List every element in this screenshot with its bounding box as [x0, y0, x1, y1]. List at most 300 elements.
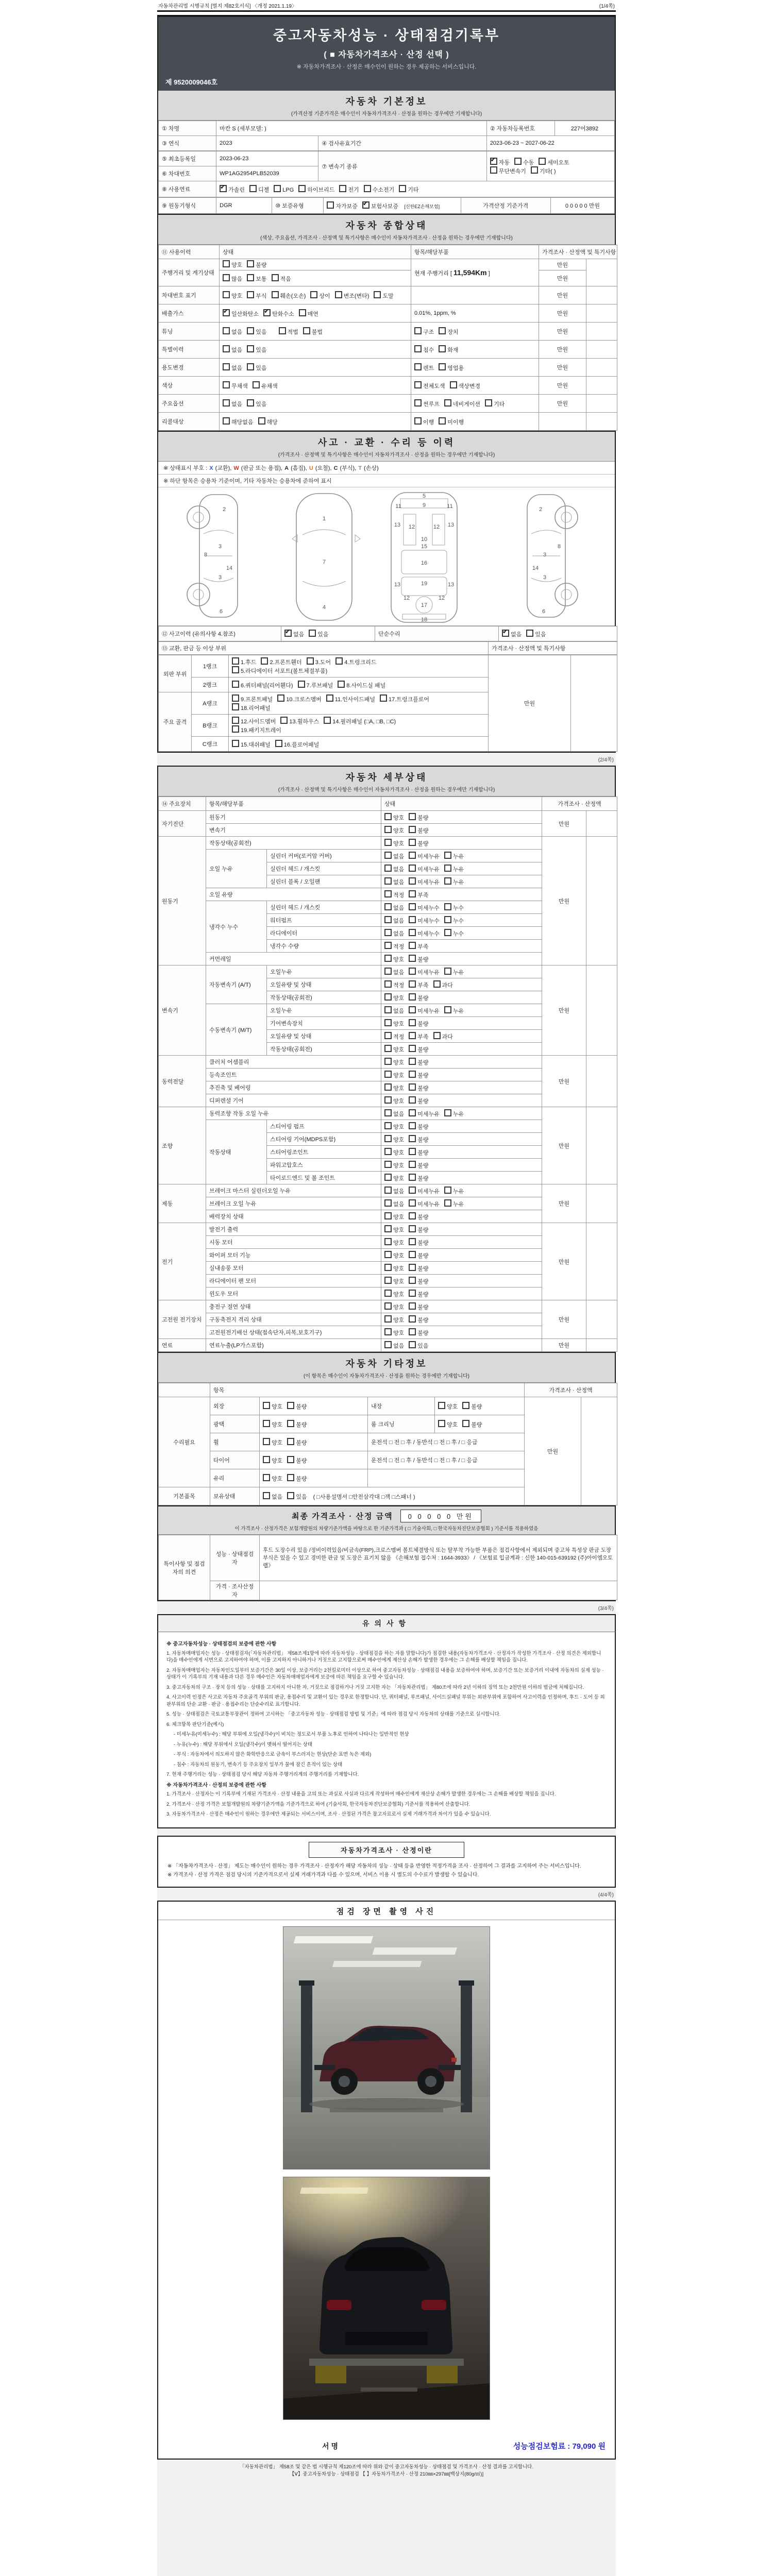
checkbox[interactable]: [384, 1328, 392, 1335]
checkbox-option[interactable]: [279, 327, 298, 336]
checkbox[interactable]: [384, 1032, 392, 1039]
checkbox-option[interactable]: [444, 968, 464, 976]
checkbox-option[interactable]: [263, 1456, 282, 1465]
checkbox[interactable]: [384, 1148, 392, 1155]
checkbox[interactable]: [223, 399, 230, 406]
checkbox[interactable]: [303, 327, 310, 334]
checkbox[interactable]: [263, 1402, 270, 1409]
checkbox-option[interactable]: [384, 1071, 404, 1079]
checkbox[interactable]: [384, 813, 392, 820]
checkbox[interactable]: [263, 309, 271, 316]
checkbox[interactable]: [384, 903, 392, 910]
checkbox[interactable]: [272, 274, 279, 281]
checkbox-option[interactable]: [249, 185, 269, 194]
checkbox-option[interactable]: [263, 1474, 282, 1483]
checkbox[interactable]: [307, 657, 314, 665]
checkbox-option[interactable]: [223, 345, 242, 354]
checkbox[interactable]: [444, 916, 451, 923]
checkbox[interactable]: [284, 630, 292, 637]
checkbox-option[interactable]: [409, 1212, 428, 1221]
checkbox-option[interactable]: [384, 903, 404, 912]
checkbox-option[interactable]: [247, 345, 266, 354]
checkbox-option[interactable]: [223, 274, 242, 283]
checkbox[interactable]: [439, 363, 446, 370]
checkbox[interactable]: [414, 345, 422, 352]
checkbox-option[interactable]: [220, 185, 245, 194]
checkbox-option[interactable]: [261, 657, 301, 666]
checkbox-option[interactable]: [384, 929, 404, 938]
checkbox[interactable]: [384, 993, 392, 1001]
checkbox[interactable]: [409, 852, 416, 859]
checkbox[interactable]: [232, 717, 239, 724]
checkbox-option[interactable]: [531, 166, 556, 175]
checkbox[interactable]: [409, 826, 416, 833]
checkbox-option[interactable]: [433, 980, 453, 989]
checkbox[interactable]: [409, 877, 416, 885]
checkbox[interactable]: [247, 260, 254, 267]
checkbox-option[interactable]: [414, 345, 434, 354]
checkbox[interactable]: [274, 185, 281, 192]
checkbox-option[interactable]: [409, 1174, 428, 1182]
checkbox[interactable]: [399, 185, 406, 192]
checkbox[interactable]: [384, 1212, 392, 1219]
checkbox[interactable]: [444, 852, 451, 859]
checkbox[interactable]: [450, 381, 457, 388]
checkbox[interactable]: [261, 657, 268, 665]
checkbox-option[interactable]: [414, 381, 445, 390]
checkbox[interactable]: [444, 877, 451, 885]
checkbox[interactable]: [384, 890, 392, 897]
checkbox-option[interactable]: [384, 1032, 404, 1041]
checkbox[interactable]: [326, 694, 333, 702]
checkbox[interactable]: [223, 309, 230, 316]
checkbox-option[interactable]: [409, 1019, 428, 1028]
checkbox-option[interactable]: [526, 630, 546, 638]
checkbox[interactable]: [223, 417, 230, 425]
checkbox[interactable]: [309, 630, 316, 637]
checkbox[interactable]: [384, 968, 392, 975]
checkbox-option[interactable]: [384, 968, 404, 976]
checkbox-option[interactable]: [263, 1438, 282, 1447]
checkbox-option[interactable]: [335, 291, 369, 300]
checkbox-option[interactable]: [335, 657, 376, 666]
checkbox-option[interactable]: [439, 363, 464, 372]
checkbox[interactable]: [409, 1315, 416, 1323]
checkbox-option[interactable]: [384, 1174, 404, 1182]
checkbox-option[interactable]: [384, 1302, 404, 1311]
checkbox-option[interactable]: [409, 852, 440, 860]
checkbox[interactable]: [384, 1264, 392, 1271]
checkbox[interactable]: [409, 1264, 416, 1271]
checkbox[interactable]: [444, 399, 451, 406]
checkbox[interactable]: [384, 1058, 392, 1065]
checkbox-option[interactable]: [409, 1148, 428, 1157]
checkbox[interactable]: [409, 916, 416, 923]
checkbox-option[interactable]: [247, 260, 266, 269]
checkbox[interactable]: [409, 1032, 416, 1039]
checkbox[interactable]: [384, 1238, 392, 1245]
checkbox[interactable]: [384, 1006, 392, 1013]
checkbox-option[interactable]: [409, 1096, 428, 1105]
checkbox[interactable]: [409, 942, 416, 949]
checkbox-option[interactable]: [384, 1135, 404, 1144]
checkbox-option[interactable]: [409, 1277, 428, 1285]
checkbox-option[interactable]: [439, 345, 458, 354]
checkbox-option[interactable]: [409, 1032, 428, 1041]
checkbox-option[interactable]: [339, 185, 359, 194]
checkbox[interactable]: [275, 740, 282, 747]
checkbox[interactable]: [277, 694, 284, 702]
checkbox[interactable]: [409, 1122, 416, 1129]
checkbox[interactable]: [287, 1474, 294, 1481]
checkbox-option[interactable]: [263, 309, 294, 318]
checkbox-option[interactable]: [247, 274, 266, 283]
checkbox[interactable]: [310, 291, 317, 298]
checkbox[interactable]: [409, 1341, 416, 1348]
checkbox-option[interactable]: [409, 993, 428, 1002]
checkbox[interactable]: [384, 1251, 392, 1258]
checkbox-option[interactable]: [338, 681, 385, 689]
checkbox[interactable]: [444, 1187, 451, 1194]
checkbox-option[interactable]: [444, 1109, 464, 1118]
checkbox[interactable]: [327, 201, 334, 209]
checkbox[interactable]: [384, 1302, 392, 1310]
checkbox[interactable]: [414, 381, 422, 388]
checkbox[interactable]: [384, 1187, 392, 1194]
checkbox[interactable]: [409, 980, 416, 988]
checkbox[interactable]: [249, 185, 257, 192]
checkbox-option[interactable]: [409, 1199, 440, 1208]
checkbox-option[interactable]: [326, 694, 375, 703]
checkbox-option[interactable]: [409, 1045, 428, 1054]
checkbox[interactable]: [409, 865, 416, 872]
checkbox[interactable]: [384, 1122, 392, 1129]
checkbox-option[interactable]: [384, 1122, 404, 1131]
checkbox-option[interactable]: [433, 1032, 453, 1041]
checkbox[interactable]: [409, 1135, 416, 1142]
checkbox[interactable]: [223, 327, 230, 334]
checkbox-option[interactable]: [514, 158, 534, 166]
checkbox[interactable]: [409, 1071, 416, 1078]
checkbox[interactable]: [409, 1277, 416, 1284]
checkbox-option[interactable]: [444, 1187, 464, 1195]
checkbox[interactable]: [409, 929, 416, 936]
checkbox[interactable]: [409, 1328, 416, 1335]
checkbox-option[interactable]: [384, 1148, 404, 1157]
checkbox-option[interactable]: [287, 1456, 307, 1465]
checkbox-option[interactable]: [409, 890, 428, 899]
checkbox-option[interactable]: [384, 980, 404, 989]
checkbox-option[interactable]: [409, 1341, 428, 1350]
checkbox[interactable]: [526, 630, 533, 637]
checkbox-option[interactable]: [263, 1402, 282, 1411]
checkbox[interactable]: [490, 158, 497, 165]
checkbox[interactable]: [414, 327, 422, 334]
checkbox[interactable]: [409, 1058, 416, 1065]
checkbox-option[interactable]: [263, 1420, 282, 1429]
checkbox-option[interactable]: [409, 1251, 428, 1260]
checkbox-option[interactable]: [384, 1290, 404, 1298]
checkbox[interactable]: [232, 666, 239, 673]
checkbox-option[interactable]: [287, 1420, 307, 1429]
checkbox[interactable]: [444, 1199, 451, 1207]
checkbox-option[interactable]: [409, 1315, 428, 1324]
checkbox[interactable]: [223, 363, 230, 370]
checkbox-option[interactable]: [414, 327, 434, 336]
checkbox-option[interactable]: [409, 1122, 428, 1131]
checkbox-option[interactable]: [384, 865, 404, 873]
checkbox-option[interactable]: [444, 399, 480, 408]
checkbox[interactable]: [263, 1492, 270, 1499]
checkbox-option[interactable]: [409, 1290, 428, 1298]
checkbox[interactable]: [414, 417, 422, 425]
checkbox-option[interactable]: [247, 399, 266, 408]
checkbox-option[interactable]: [438, 1402, 458, 1411]
checkbox[interactable]: [384, 1109, 392, 1116]
checkbox-option[interactable]: [409, 1238, 428, 1247]
checkbox[interactable]: [247, 399, 254, 406]
checkbox[interactable]: [247, 327, 254, 334]
checkbox[interactable]: [287, 1492, 294, 1499]
checkbox[interactable]: [384, 1083, 392, 1091]
checkbox-option[interactable]: [409, 942, 428, 951]
checkbox-option[interactable]: [253, 381, 278, 390]
checkbox[interactable]: [247, 274, 254, 281]
checkbox-option[interactable]: [384, 826, 404, 835]
checkbox[interactable]: [223, 274, 230, 281]
checkbox-option[interactable]: [384, 1225, 404, 1234]
checkbox-option[interactable]: [247, 291, 266, 300]
checkbox[interactable]: [258, 417, 265, 425]
checkbox[interactable]: [444, 1109, 451, 1116]
checkbox[interactable]: [298, 185, 306, 192]
checkbox-option[interactable]: [232, 725, 281, 734]
checkbox[interactable]: [444, 1006, 451, 1013]
checkbox[interactable]: [232, 694, 239, 702]
checkbox-option[interactable]: [309, 630, 328, 638]
checkbox-option[interactable]: [414, 363, 434, 372]
checkbox-option[interactable]: [444, 903, 464, 912]
checkbox-option[interactable]: [384, 1212, 404, 1221]
checkbox-option[interactable]: [223, 381, 248, 390]
checkbox[interactable]: [409, 1225, 416, 1232]
checkbox-option[interactable]: [384, 1341, 404, 1350]
checkbox-option[interactable]: [247, 327, 266, 336]
checkbox-option[interactable]: [414, 417, 434, 426]
checkbox[interactable]: [409, 1302, 416, 1310]
checkbox[interactable]: [280, 717, 288, 724]
checkbox[interactable]: [384, 1199, 392, 1207]
checkbox[interactable]: [232, 703, 239, 710]
checkbox-option[interactable]: [232, 681, 293, 689]
checkbox[interactable]: [409, 1290, 416, 1297]
checkbox-option[interactable]: [409, 1006, 440, 1015]
checkbox[interactable]: [263, 1438, 270, 1445]
checkbox[interactable]: [438, 1420, 445, 1427]
checkbox-option[interactable]: [502, 630, 522, 638]
checkbox[interactable]: [247, 291, 254, 298]
checkbox[interactable]: [263, 1420, 270, 1427]
checkbox[interactable]: [384, 1277, 392, 1284]
checkbox-option[interactable]: [450, 381, 481, 390]
checkbox-option[interactable]: [384, 839, 404, 848]
checkbox[interactable]: [287, 1456, 294, 1463]
checkbox[interactable]: [409, 1161, 416, 1168]
checkbox[interactable]: [409, 1187, 416, 1194]
checkbox[interactable]: [462, 1402, 469, 1409]
checkbox[interactable]: [287, 1438, 294, 1445]
checkbox[interactable]: [364, 185, 371, 192]
checkbox-option[interactable]: [399, 185, 418, 194]
checkbox-option[interactable]: [277, 694, 321, 703]
checkbox-option[interactable]: [384, 1096, 404, 1105]
checkbox-option[interactable]: [409, 916, 440, 925]
checkbox-option[interactable]: [384, 1083, 404, 1092]
checkbox-option[interactable]: [384, 1045, 404, 1054]
checkbox[interactable]: [409, 839, 416, 846]
checkbox-option[interactable]: [409, 929, 440, 938]
checkbox[interactable]: [384, 1341, 392, 1348]
checkbox[interactable]: [272, 291, 279, 298]
checkbox[interactable]: [384, 1096, 392, 1104]
checkbox[interactable]: [409, 1174, 416, 1181]
checkbox-option[interactable]: [258, 417, 278, 426]
checkbox-option[interactable]: [362, 201, 398, 210]
checkbox[interactable]: [299, 309, 306, 316]
checkbox[interactable]: [490, 166, 497, 174]
checkbox-option[interactable]: [384, 890, 404, 899]
checkbox-option[interactable]: [462, 1402, 482, 1411]
checkbox-option[interactable]: [444, 1006, 464, 1015]
checkbox-option[interactable]: [409, 877, 440, 886]
checkbox[interactable]: [384, 826, 392, 833]
checkbox[interactable]: [384, 1045, 392, 1052]
checkbox-option[interactable]: [223, 327, 242, 336]
checkbox[interactable]: [263, 1456, 270, 1463]
checkbox[interactable]: [223, 260, 230, 267]
checkbox-option[interactable]: [384, 916, 404, 925]
checkbox-option[interactable]: [444, 865, 464, 873]
checkbox[interactable]: [223, 291, 230, 298]
checkbox[interactable]: [384, 1019, 392, 1026]
checkbox-option[interactable]: [409, 1058, 428, 1066]
checkbox-option[interactable]: [409, 1264, 428, 1273]
checkbox[interactable]: [338, 681, 345, 688]
checkbox-option[interactable]: [409, 1187, 440, 1195]
checkbox-option[interactable]: [232, 694, 273, 703]
checkbox-option[interactable]: [409, 1135, 428, 1144]
checkbox-option[interactable]: [298, 185, 334, 194]
checkbox-option[interactable]: [324, 717, 396, 725]
checkbox-option[interactable]: [439, 327, 458, 336]
checkbox-option[interactable]: [438, 1420, 458, 1429]
checkbox-option[interactable]: [223, 291, 242, 300]
checkbox-option[interactable]: [384, 1238, 404, 1247]
checkbox-option[interactable]: [380, 694, 429, 703]
checkbox[interactable]: [409, 1006, 416, 1013]
checkbox-option[interactable]: [409, 1302, 428, 1311]
checkbox-option[interactable]: [384, 955, 404, 963]
checkbox[interactable]: [514, 158, 522, 165]
checkbox-option[interactable]: [287, 1492, 307, 1501]
checkbox-option[interactable]: [409, 980, 428, 989]
checkbox-option[interactable]: [223, 399, 242, 408]
checkbox-option[interactable]: [444, 852, 464, 860]
checkbox[interactable]: [384, 865, 392, 872]
checkbox-option[interactable]: [223, 260, 242, 269]
checkbox-option[interactable]: [287, 1438, 307, 1447]
checkbox-option[interactable]: [409, 903, 440, 912]
checkbox[interactable]: [384, 980, 392, 988]
checkbox[interactable]: [384, 1290, 392, 1297]
checkbox-option[interactable]: [439, 417, 464, 426]
checkbox[interactable]: [324, 717, 331, 724]
checkbox[interactable]: [409, 1019, 416, 1026]
checkbox-option[interactable]: [444, 929, 464, 938]
checkbox[interactable]: [232, 725, 239, 733]
checkbox[interactable]: [433, 980, 441, 988]
checkbox-option[interactable]: [409, 1161, 428, 1170]
checkbox-option[interactable]: [409, 826, 428, 835]
checkbox[interactable]: [409, 993, 416, 1001]
checkbox-option[interactable]: [384, 877, 404, 886]
checkbox[interactable]: [502, 630, 509, 637]
checkbox[interactable]: [384, 839, 392, 846]
checkbox[interactable]: [263, 1474, 270, 1481]
checkbox[interactable]: [444, 865, 451, 872]
checkbox-option[interactable]: [384, 942, 404, 951]
checkbox[interactable]: [223, 381, 230, 388]
checkbox-option[interactable]: [444, 877, 464, 886]
checkbox-option[interactable]: [384, 813, 404, 822]
checkbox[interactable]: [384, 955, 392, 962]
checkbox[interactable]: [409, 1238, 416, 1245]
checkbox[interactable]: [232, 740, 239, 747]
checkbox-option[interactable]: [409, 955, 428, 963]
checkbox[interactable]: [335, 657, 343, 665]
checkbox[interactable]: [247, 363, 254, 370]
checkbox[interactable]: [384, 916, 392, 923]
checkbox-option[interactable]: [232, 657, 256, 666]
checkbox-option[interactable]: [384, 1251, 404, 1260]
checkbox[interactable]: [247, 345, 254, 352]
checkbox-option[interactable]: [303, 327, 323, 336]
checkbox-option[interactable]: [247, 363, 266, 372]
checkbox-option[interactable]: [409, 839, 428, 848]
checkbox-option[interactable]: [384, 1328, 404, 1337]
checkbox[interactable]: [384, 1225, 392, 1232]
checkbox[interactable]: [414, 399, 422, 406]
checkbox-option[interactable]: [232, 666, 327, 675]
checkbox[interactable]: [409, 1148, 416, 1155]
checkbox[interactable]: [232, 657, 239, 665]
checkbox-option[interactable]: [223, 363, 242, 372]
checkbox[interactable]: [339, 185, 346, 192]
checkbox-option[interactable]: [539, 158, 569, 166]
checkbox-option[interactable]: [409, 1225, 428, 1234]
checkbox[interactable]: [362, 201, 369, 209]
checkbox-option[interactable]: [384, 1109, 404, 1118]
checkbox[interactable]: [220, 185, 227, 192]
checkbox-option[interactable]: [409, 1083, 428, 1092]
checkbox[interactable]: [444, 903, 451, 910]
checkbox-option[interactable]: [299, 309, 318, 318]
checkbox-option[interactable]: [274, 185, 294, 193]
checkbox-option[interactable]: [327, 201, 358, 210]
checkbox-option[interactable]: [485, 399, 505, 408]
checkbox[interactable]: [485, 399, 492, 406]
checkbox-option[interactable]: [232, 703, 271, 712]
